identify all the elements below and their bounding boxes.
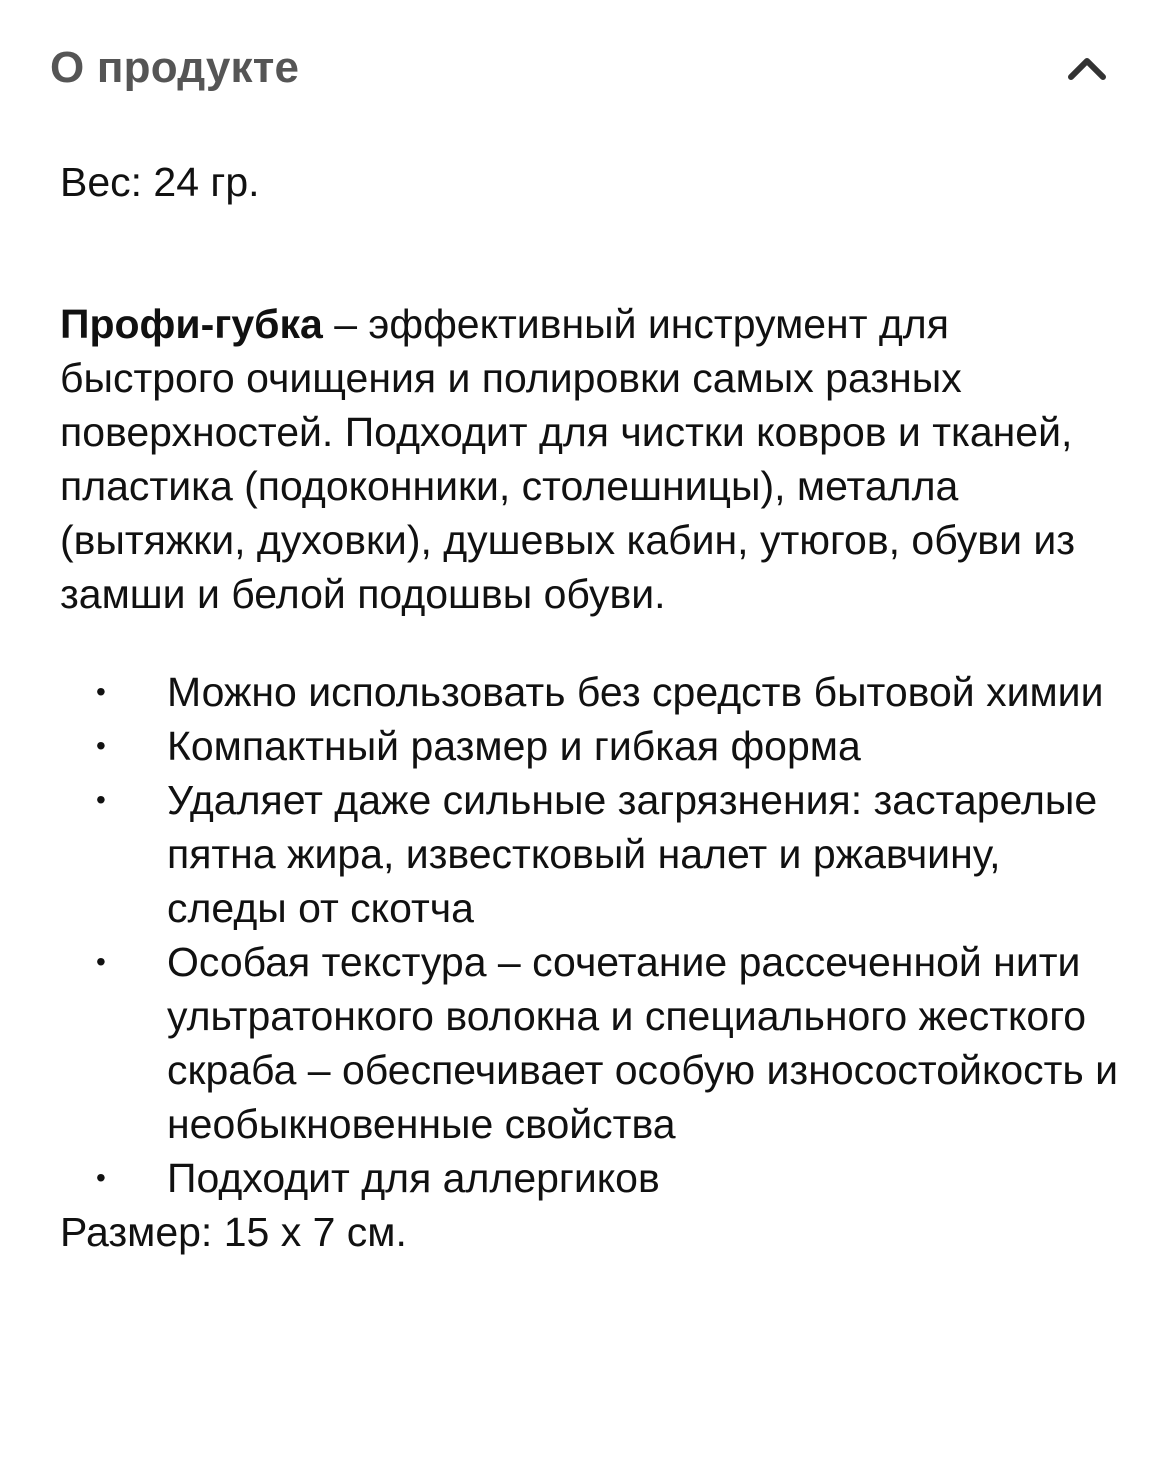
chevron-up-icon[interactable] [1062,48,1112,88]
bullet: • [96,676,106,707]
product-description [60,155,1130,1259]
feature-text: Подходит для аллергиков [167,1155,660,1201]
feature-text: Особая текстура – сочетание рассеченной нити ультратонкого волокна и специального жесткого скраба – обеспечивает особую износостойкость и необыкновенные свойства [167,939,1119,1147]
product-name: Профи-губка [60,301,323,347]
feature-item [60,935,1130,1151]
description-text: – эффективный инструмент для быстрого очищения и полировки самых разных поверхностей. Подходит для чистки ковров и тканей, пластика (подоконники, столешницы), металла (вытяжки, духовки), душевых кабин, утюгов, обуви из замши и белой подошвы обуви. [60,301,1076,617]
description-paragraph [60,297,1130,621]
feature-text: Удаляет даже сильные загрязнения: застарелые пятна жира, известковый налет и ржавчину, следы от скотча [167,777,1098,931]
weight-text: Вес: 24 гр. [60,159,260,205]
feature-item [60,665,1130,719]
bullet: • [96,946,106,977]
bullet: • [96,1162,106,1193]
bullet: • [96,730,106,761]
bullet: • [96,784,106,815]
feature-item [60,1151,1130,1205]
feature-item [60,773,1130,935]
feature-item [60,719,1130,773]
feature-text: Можно использовать без средств бытовой химии [167,669,1104,715]
feature-text: Компактный размер и гибкая форма [167,723,861,769]
size-text: Размер: 15 х 7 см. [60,1209,407,1255]
features-list [60,665,1130,1205]
section-title: О продукте [50,43,300,92]
section-header[interactable] [0,0,1170,140]
